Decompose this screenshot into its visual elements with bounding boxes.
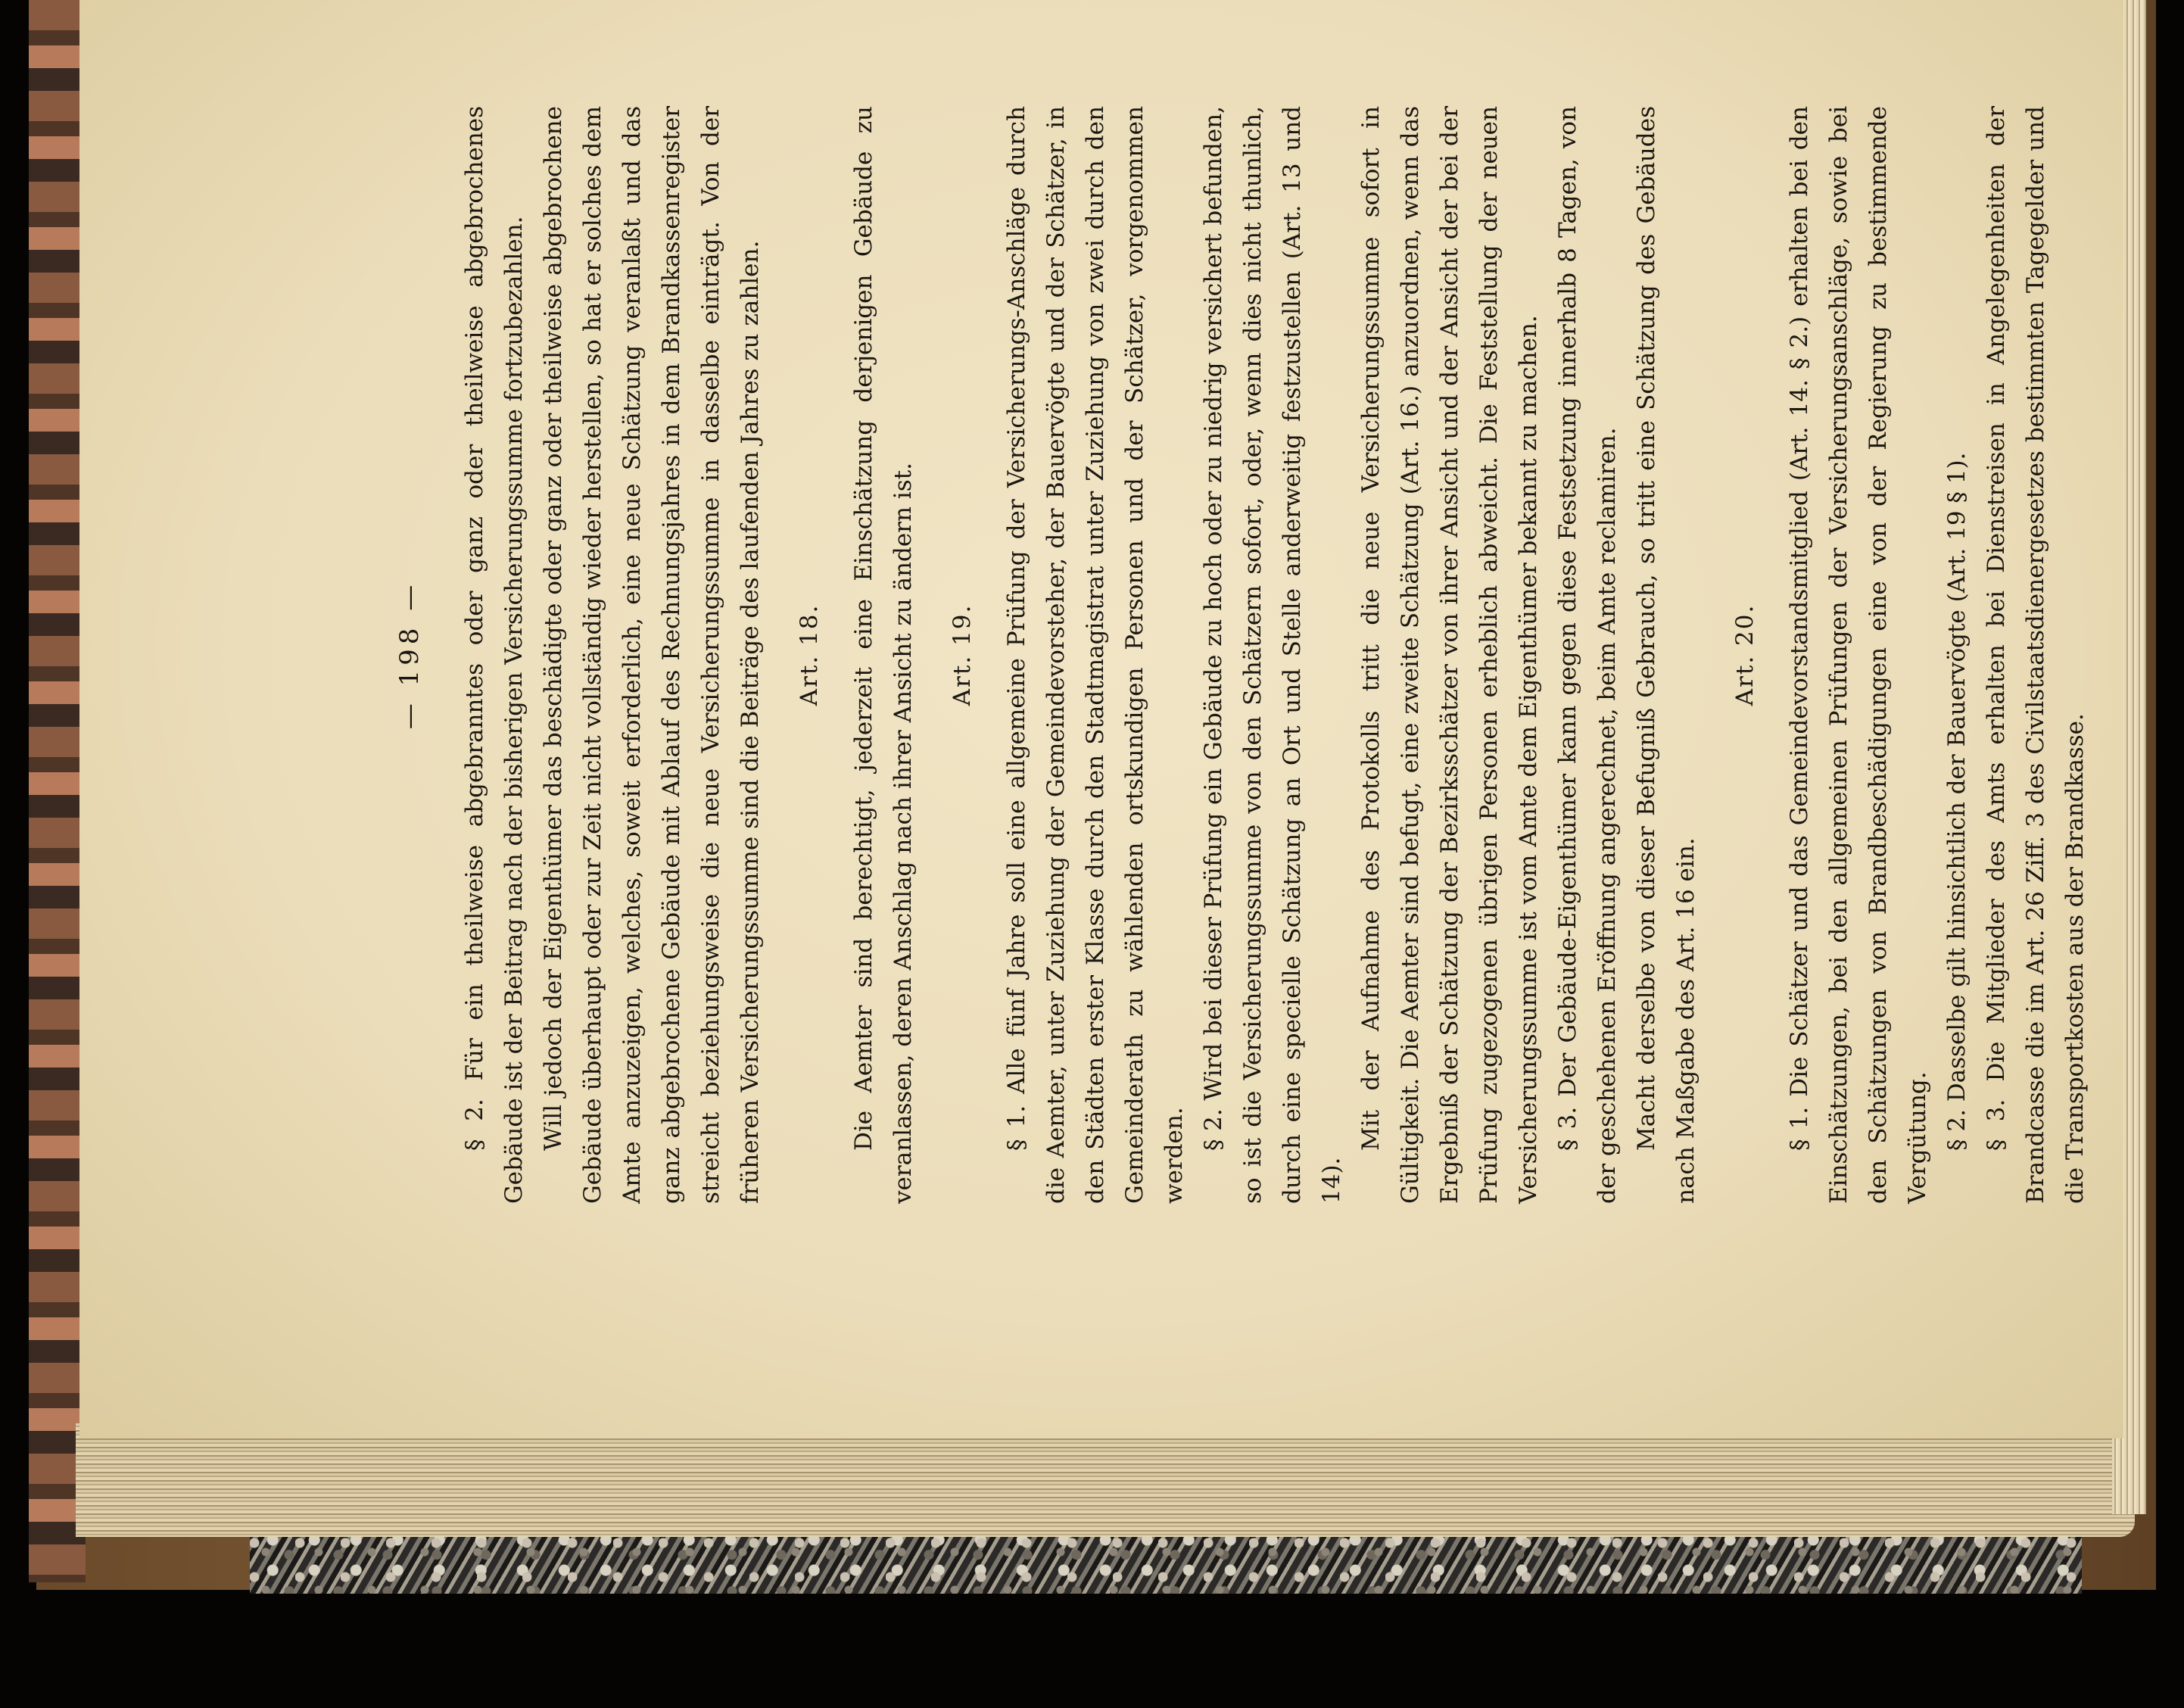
book-spine bbox=[29, 0, 86, 1582]
paragraph: Die Aemter sind berechtigt, jederzeit eine Einschätzung derjenigen Gebäude zu veranlassen, deren Anschlag nach ihrer Ansicht zu ändern ist. bbox=[850, 106, 917, 1204]
paragraph: § 1. Die Schätzer und das Gemeindevorstandsmitglied (Art. 14. § 2.) erhalten bei den Einschätzungen, bei den allgemeinen Prüfungen der Versicherungsanschläge, sowie bei den Schätzungen von Brandbeschädigungen eine von der Regierung zu bestimmende Vergütung. bbox=[1786, 106, 1931, 1204]
article-heading: Art. 20. bbox=[1731, 603, 1759, 706]
page-number: — 198 — bbox=[394, 580, 425, 730]
paragraph: § 3. Die Mitglieder des Amts erhalten bei Dienstreisen in Angelegenheiten der Brandcasse die im Art. 26 Ziff. 3 des Civilstaatsdienergesetzes bestimmten Tagegelder und die Transportkosten aus der Brandkasse. bbox=[1983, 106, 2089, 1204]
paragraph: § 2. Dasselbe gilt hinsichtlich der Bauervögte (Art. 19 § 1). bbox=[1943, 452, 1971, 1151]
paragraph: § 2. Wird bei dieser Prüfung ein Gebäude zu hoch oder zu niedrig versichert befunden, so ist die Versicherungssumme von den Schätzern sofort, oder, wenn dies nicht thunlich, durch eine specielle Schätzung an Ort und Stelle anderweitig festzustellen (Art. 13 und 14). bbox=[1200, 106, 1345, 1204]
paragraph: § 3. Der Gebäude-Eigenthümer kann gegen diese Festsetzung innerhalb 8 Tagen, von der geschehenen Eröffnung angerechnet, beim Amte reclamiren. bbox=[1554, 106, 1621, 1204]
paragraph: Will jedoch der Eigenthümer das beschädigte oder ganz oder theilweise abgebrochene Gebäude überhaupt oder zur Zeit nicht vollständig wieder herstellen, so hat er solches dem Amte anzuzeigen, welches, soweit erforderlich, eine neue Schätzung veranlaßt und das ganz abgebrochene Gebäude mit Ablauf des Rechnungsjahres in dem Brandkassenregister streicht beziehungsweise die neue Versicherungssumme in dasselbe einträgt. Von der früheren Versicherungssumme sind die Beiträge des laufenden Jahres zu zahlen. bbox=[540, 106, 764, 1204]
printed-page bbox=[79, 0, 2123, 1438]
paragraph: Mit der Aufnahme des Protokolls tritt die neue Versicherungssumme sofort in Gültigkeit. Die Aemter sind befugt, eine zweite Schätzung (Art. 16.) anzuordnen, wenn das Ergebniß der Schätzung der Bezirksschätzer von ihrer Ansicht und der Ansicht der bei der Prüfung zugezogenen übrigen Personen erheblich abweicht. Die Feststellung der neuen Versicherungssumme ist vom Amte dem Eigenthümer bekannt zu machen. bbox=[1357, 106, 1542, 1204]
page-body bbox=[455, 106, 2095, 1204]
article-heading: Art. 19. bbox=[949, 603, 976, 706]
article-heading: Art. 18. bbox=[796, 603, 823, 706]
page-stack-bottom bbox=[76, 1423, 2135, 1537]
page-text-block bbox=[390, 106, 2089, 1204]
marbled-edge bbox=[250, 1529, 2082, 1594]
paragraph: Macht derselbe von dieser Befugniß Gebrauch, so tritt eine Schätzung des Gebäudes nach Maßgabe des Art. 16 ein. bbox=[1633, 106, 1700, 1204]
paragraph: § 2. Für ein theilweise abgebranntes oder ganz oder theilweise abgebrochenes Gebäude ist der Beitrag nach der bisherigen Versicherungssumme fortzubezahlen. bbox=[461, 106, 528, 1204]
paragraph: § 1. Alle fünf Jahre soll eine allgemeine Prüfung der Versicherungs-Anschläge durch die Aemter, unter Zuziehung der Gemeindevorsteher, der Bauervögte und der Schätzer, in den Städten erster Klasse durch den Stadtmagistrat unter Zuziehung von zwei durch den Gemeinderath zu wählenden ortskundigen Personen und der Schätzer, vorgenommen werden. bbox=[1003, 106, 1188, 1204]
